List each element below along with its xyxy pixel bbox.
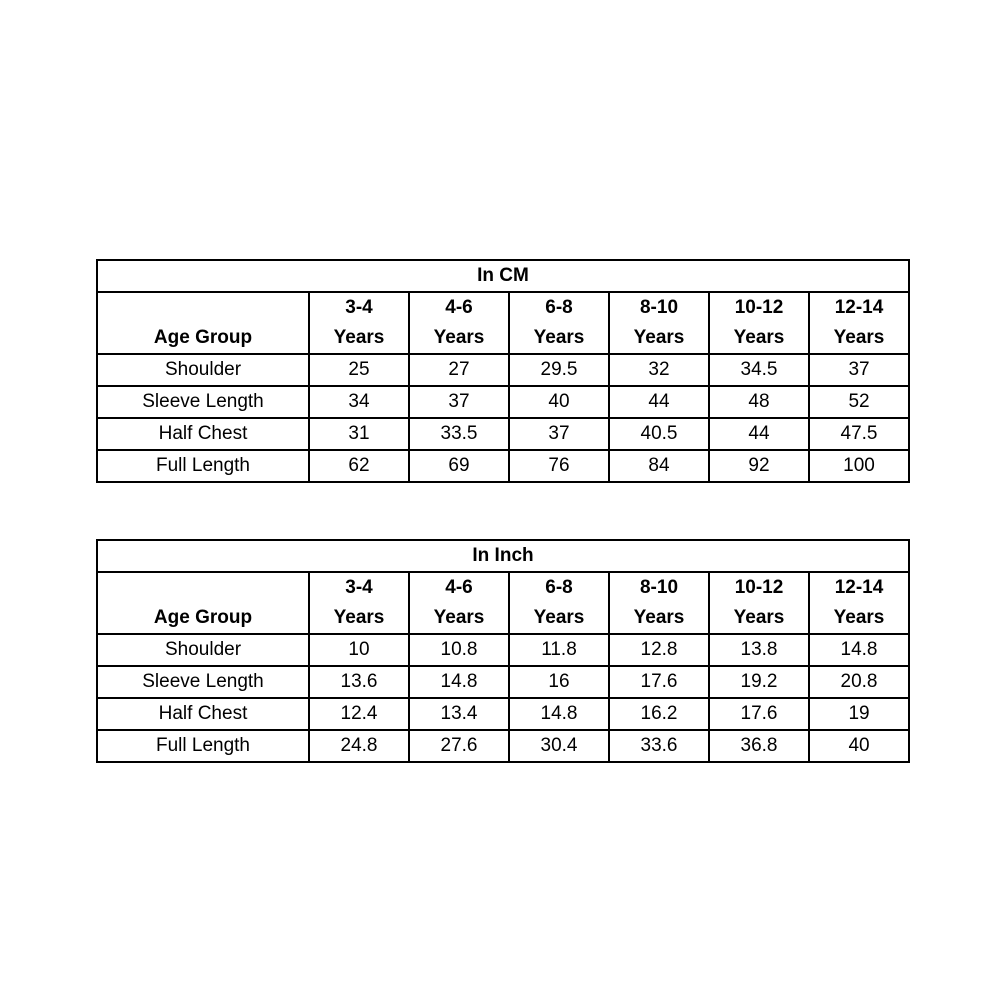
age-unit-label: Years — [533, 327, 585, 348]
age-unit-label: Years — [733, 607, 785, 628]
measurement-label: Sleeve Length — [97, 666, 309, 698]
measurement-value: 37 — [809, 354, 909, 386]
measurement-value: 14.8 — [409, 666, 509, 698]
age-range-label: 6-8 — [545, 577, 573, 598]
age-range-label: 8-10 — [639, 577, 679, 598]
age-unit-label: Years — [633, 607, 685, 628]
table-title-row — [97, 260, 909, 292]
measurement-label: Sleeve Length — [97, 386, 309, 418]
measurement-value: 17.6 — [709, 698, 809, 730]
age-column-header — [509, 572, 609, 634]
measurement-value: 10.8 — [409, 634, 509, 666]
measurement-value: 16.2 — [609, 698, 709, 730]
age-column-header — [609, 292, 709, 354]
age-column-header — [409, 292, 509, 354]
age-range-label: 10-12 — [734, 297, 784, 318]
measurement-value: 40.5 — [609, 418, 709, 450]
size-chart-cm-body — [97, 260, 909, 482]
age-unit-label: Years — [833, 607, 885, 628]
table-header-row — [97, 292, 909, 354]
age-range-label: 4-6 — [445, 577, 473, 598]
measurement-value: 84 — [609, 450, 709, 482]
measurement-value: 12.8 — [609, 634, 709, 666]
measurement-value: 13.4 — [409, 698, 509, 730]
measurement-value: 40 — [809, 730, 909, 762]
measurement-value: 37 — [509, 418, 609, 450]
measurement-value: 92 — [709, 450, 809, 482]
measurement-value: 44 — [609, 386, 709, 418]
table-row — [97, 634, 909, 666]
measurement-value: 48 — [709, 386, 809, 418]
age-column-header — [809, 292, 909, 354]
measurement-value: 32 — [609, 354, 709, 386]
measurement-value: 33.5 — [409, 418, 509, 450]
measurement-value: 20.8 — [809, 666, 909, 698]
age-range-label: 8-10 — [639, 297, 679, 318]
measurement-label: Full Length — [97, 450, 309, 482]
age-column-header — [509, 292, 609, 354]
table-title-row — [97, 540, 909, 572]
age-range-label: 12-14 — [834, 297, 884, 318]
age-column-header — [709, 292, 809, 354]
age-group-header: Age Group — [97, 572, 309, 634]
measurement-value: 13.8 — [709, 634, 809, 666]
table-title: In CM — [97, 260, 909, 292]
table-row — [97, 730, 909, 762]
measurement-value: 44 — [709, 418, 809, 450]
measurement-value: 17.6 — [609, 666, 709, 698]
age-range-label: 4-6 — [445, 297, 473, 318]
table-row — [97, 698, 909, 730]
age-group-header: Age Group — [97, 292, 309, 354]
size-chart-inch-body — [97, 540, 909, 762]
measurement-label: Shoulder — [97, 634, 309, 666]
measurement-value: 11.8 — [509, 634, 609, 666]
measurement-value: 25 — [309, 354, 409, 386]
measurement-value: 19 — [809, 698, 909, 730]
measurement-value: 40 — [509, 386, 609, 418]
table-row — [97, 354, 909, 386]
age-range-label: 12-14 — [834, 577, 884, 598]
measurement-value: 13.6 — [309, 666, 409, 698]
table-row — [97, 386, 909, 418]
measurement-value: 100 — [809, 450, 909, 482]
measurement-value: 30.4 — [509, 730, 609, 762]
age-range-label: 10-12 — [734, 577, 784, 598]
age-unit-label: Years — [433, 607, 485, 628]
measurement-value: 37 — [409, 386, 509, 418]
age-column-header — [409, 572, 509, 634]
measurement-value: 76 — [509, 450, 609, 482]
size-chart-cm-table — [96, 259, 910, 483]
table-row — [97, 666, 909, 698]
measurement-value: 14.8 — [809, 634, 909, 666]
age-unit-label: Years — [333, 327, 385, 348]
measurement-label: Full Length — [97, 730, 309, 762]
age-unit-label: Years — [533, 607, 585, 628]
measurement-value: 16 — [509, 666, 609, 698]
measurement-value: 27.6 — [409, 730, 509, 762]
measurement-label: Half Chest — [97, 418, 309, 450]
measurement-value: 29.5 — [509, 354, 609, 386]
measurement-value: 19.2 — [709, 666, 809, 698]
measurement-value: 14.8 — [509, 698, 609, 730]
table-title: In Inch — [97, 540, 909, 572]
age-unit-label: Years — [433, 327, 485, 348]
measurement-value: 52 — [809, 386, 909, 418]
measurement-value: 27 — [409, 354, 509, 386]
age-unit-label: Years — [633, 327, 685, 348]
measurement-value: 34 — [309, 386, 409, 418]
measurement-value: 69 — [409, 450, 509, 482]
measurement-label: Half Chest — [97, 698, 309, 730]
table-row — [97, 450, 909, 482]
age-column-header — [809, 572, 909, 634]
age-unit-label: Years — [833, 327, 885, 348]
table-row — [97, 418, 909, 450]
age-column-header — [309, 292, 409, 354]
age-unit-label: Years — [733, 327, 785, 348]
measurement-value: 33.6 — [609, 730, 709, 762]
measurement-value: 31 — [309, 418, 409, 450]
measurement-value: 10 — [309, 634, 409, 666]
measurement-value: 62 — [309, 450, 409, 482]
measurement-value: 24.8 — [309, 730, 409, 762]
measurement-value: 34.5 — [709, 354, 809, 386]
measurement-value: 47.5 — [809, 418, 909, 450]
measurement-value: 12.4 — [309, 698, 409, 730]
table-header-row — [97, 572, 909, 634]
age-range-label: 3-4 — [345, 297, 373, 318]
age-column-header — [709, 572, 809, 634]
size-chart-inch-table — [96, 539, 910, 763]
age-range-label: 6-8 — [545, 297, 573, 318]
measurement-label: Shoulder — [97, 354, 309, 386]
age-range-label: 3-4 — [345, 577, 373, 598]
age-unit-label: Years — [333, 607, 385, 628]
measurement-value: 36.8 — [709, 730, 809, 762]
age-column-header — [309, 572, 409, 634]
age-column-header — [609, 572, 709, 634]
